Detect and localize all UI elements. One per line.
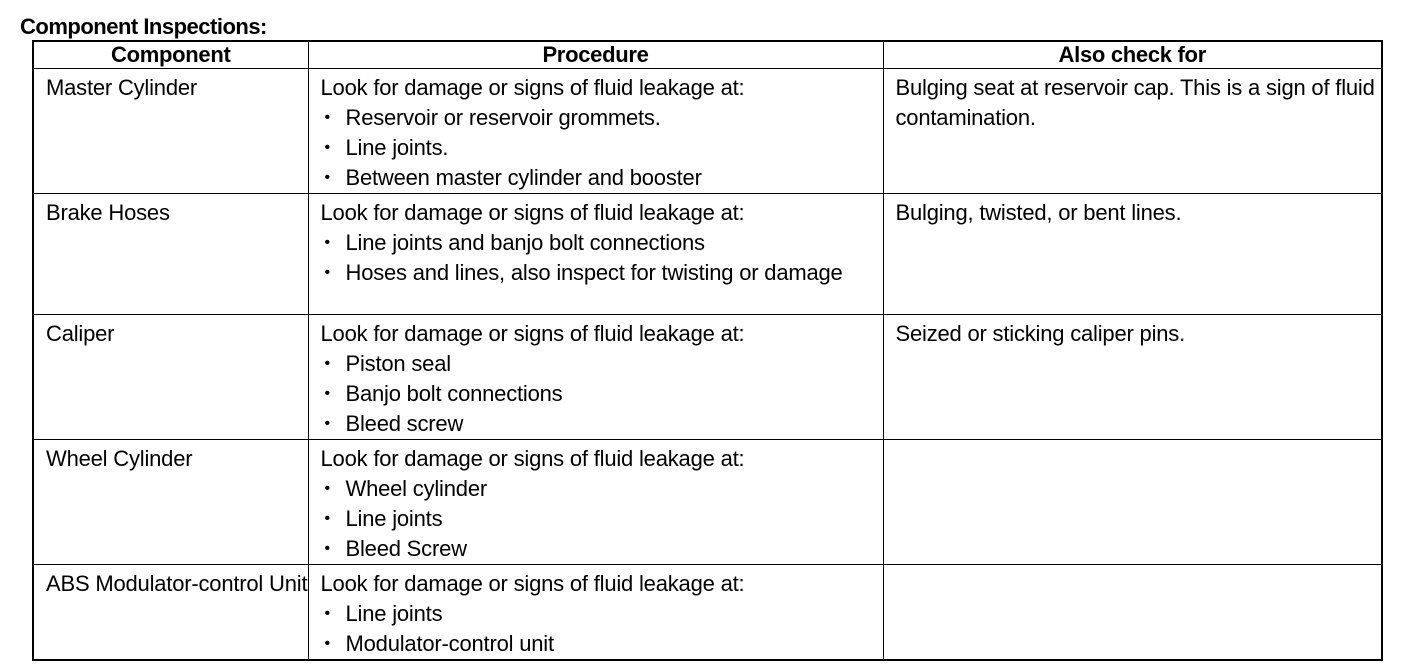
procedure-bullet-list xyxy=(321,599,883,659)
procedure-bullet xyxy=(321,163,883,193)
component-cell: Wheel Cylinder xyxy=(33,440,308,565)
procedure-bullet xyxy=(321,599,883,629)
also-check-cell xyxy=(883,440,1382,565)
procedure-bullet-list xyxy=(321,349,883,439)
table-row xyxy=(33,69,1382,194)
procedure-bullet xyxy=(321,409,883,439)
also-check-cell: Bulging, twisted, or bent lines. xyxy=(883,194,1382,315)
procedure-bullet xyxy=(321,228,883,258)
table-row xyxy=(33,194,1382,315)
component-cell: Master Cylinder xyxy=(33,69,308,194)
bullet-text: Line joints and banjo bolt connections xyxy=(345,230,705,255)
procedure-bullet xyxy=(321,379,883,409)
bullet-icon: • xyxy=(324,605,330,622)
section-title: Component Inspections: xyxy=(20,14,267,39)
bullet-icon: • xyxy=(324,510,330,527)
procedure-intro: Look for damage or signs of fluid leakage at: xyxy=(320,200,745,225)
bullet-icon: • xyxy=(324,139,330,156)
procedure-bullet xyxy=(321,504,883,534)
procedure-cell xyxy=(308,315,883,440)
procedure-bullet xyxy=(321,349,883,379)
header-row xyxy=(33,41,1382,69)
bullet-icon: • xyxy=(324,109,330,126)
bullet-text: Modulator-control unit xyxy=(345,631,554,656)
table-row xyxy=(33,440,1382,565)
component-inspections-table xyxy=(32,40,1383,661)
bullet-icon: • xyxy=(324,415,330,432)
bullet-text: Line joints xyxy=(345,506,443,531)
bullet-text: Banjo bolt connections xyxy=(345,381,563,406)
bullet-icon: • xyxy=(324,234,330,251)
bullet-icon: • xyxy=(324,635,330,652)
header-component: Component xyxy=(33,41,308,69)
bullet-text: Piston seal xyxy=(345,351,451,376)
procedure-intro: Look for damage or signs of fluid leakage at: xyxy=(320,75,745,100)
component-cell: Caliper xyxy=(33,315,308,440)
also-check-cell xyxy=(883,565,1382,661)
also-check-cell: Bulging seat at reservoir cap. This is a sign of fluid contamination. xyxy=(883,69,1382,194)
procedure-intro: Look for damage or signs of fluid leakage at: xyxy=(320,321,745,346)
procedure-cell xyxy=(308,194,883,315)
also-check-cell: Seized or sticking caliper pins. xyxy=(883,315,1382,440)
bullet-icon: • xyxy=(324,355,330,372)
procedure-bullet xyxy=(321,474,883,504)
procedure-bullet xyxy=(321,133,883,163)
component-cell: ABS Modulator-control Unit xyxy=(33,565,308,661)
bullet-icon: • xyxy=(324,385,330,402)
bullet-icon: • xyxy=(324,480,330,497)
procedure-cell xyxy=(308,69,883,194)
procedure-bullet xyxy=(321,103,883,133)
procedure-intro: Look for damage or signs of fluid leakage at: xyxy=(320,571,745,596)
bullet-text: Line joints xyxy=(345,601,443,626)
bullet-icon: • xyxy=(324,169,330,186)
procedure-cell xyxy=(308,440,883,565)
procedure-bullet xyxy=(321,629,883,659)
bullet-text: Line joints. xyxy=(345,135,449,160)
table-row xyxy=(33,565,1382,661)
bullet-text: Reservoir or reservoir grommets. xyxy=(345,105,661,130)
bullet-text: Wheel cylinder xyxy=(345,476,487,501)
procedure-bullet-list xyxy=(321,103,883,193)
procedure-bullet-list xyxy=(321,228,883,288)
bullet-text: Between master cylinder and booster xyxy=(345,165,702,190)
procedure-bullet xyxy=(321,534,883,564)
procedure-intro: Look for damage or signs of fluid leakage at: xyxy=(320,446,745,471)
procedure-cell xyxy=(308,565,883,661)
bullet-text: Bleed screw xyxy=(345,411,464,436)
bullet-text: Bleed Screw xyxy=(345,536,467,561)
bullet-icon: • xyxy=(324,264,330,281)
component-cell: Brake Hoses xyxy=(33,194,308,315)
procedure-bullet-list xyxy=(321,474,883,564)
bullet-icon: • xyxy=(324,540,330,557)
table-row xyxy=(33,315,1382,440)
header-procedure: Procedure xyxy=(308,41,883,69)
procedure-bullet xyxy=(321,258,883,288)
header-also-check: Also check for xyxy=(883,41,1382,69)
bullet-text: Hoses and lines, also inspect for twisting or damage xyxy=(345,260,843,285)
